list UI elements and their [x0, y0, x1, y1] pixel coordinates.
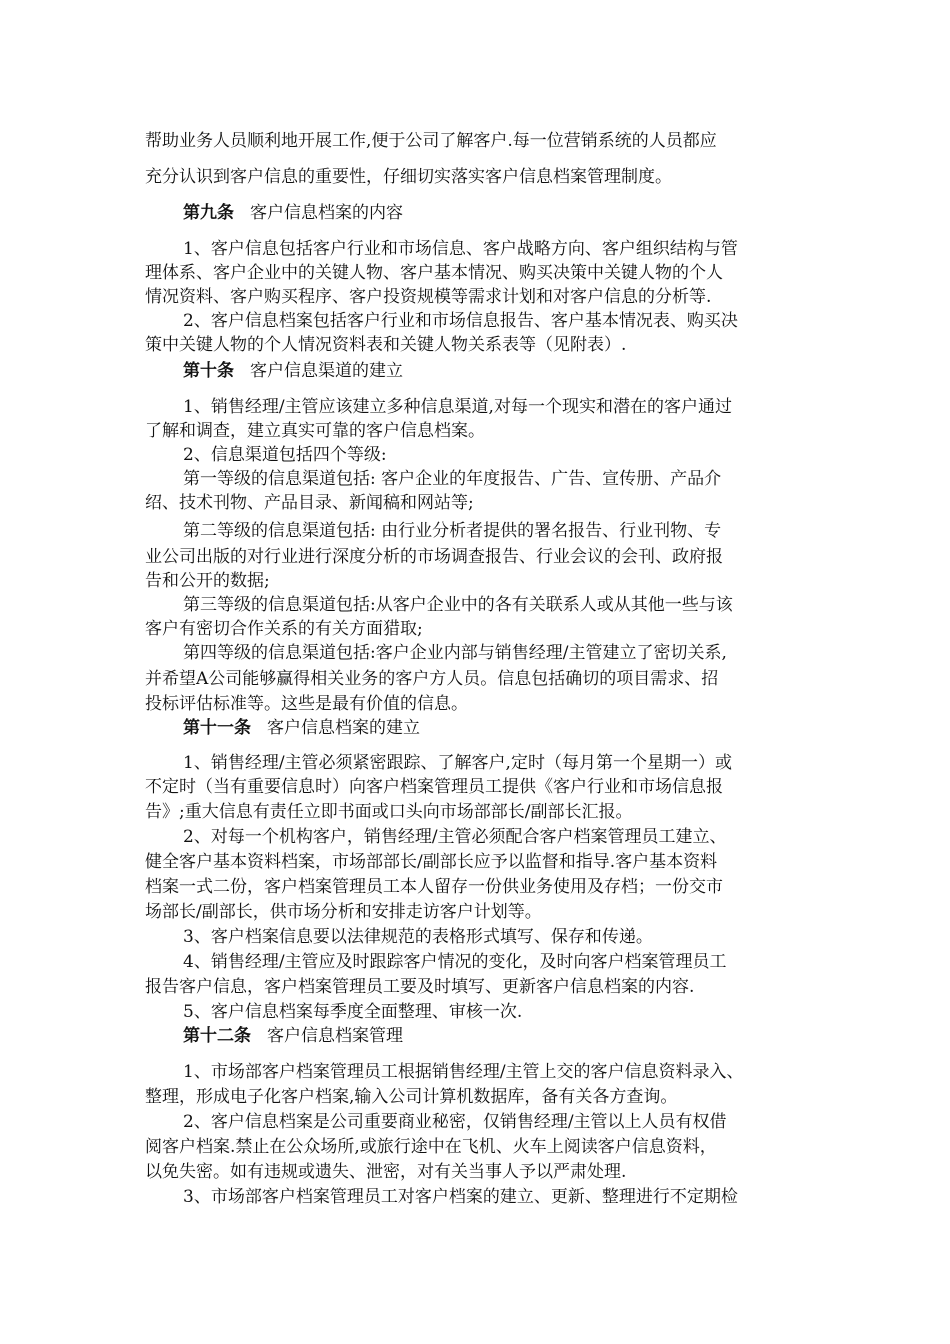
body-line: 了解和调查，建立真实可靠的客户信息档案。 [145, 421, 485, 441]
body-line: 以免失密。如有违规或遗失、泄密，对有关当事人予以严肃处理. [145, 1162, 627, 1182]
body-line: 不定时（当有重要信息时）向客户档案管理员工提供《客户行业和市场信息报 [145, 777, 723, 797]
body-line: 充分认识到客户信息的重要性，仔细切实落实客户信息档案管理制度。 [145, 167, 672, 187]
body-line: 整理，形成电子化客户档案,输入公司计算机数据库，备有关各方查询。 [145, 1087, 678, 1107]
article-heading [183, 356, 847, 381]
body-line: 策中关键人物的个人情况资料表和关键人物关系表等（见附表）. [145, 335, 627, 355]
body-line: 1、市场部客户档案管理员工根据销售经理/主管上交的客户信息资料录入、 [183, 1062, 744, 1082]
body-line: 5、客户信息档案每季度全面整理、审核一次. [183, 1002, 523, 1022]
body-line: 3、客户档案信息要以法律规范的表格形式填写、保存和传递。 [183, 927, 653, 947]
body-line: 1、销售经理/主管必须紧密跟踪、了解客户,定时（每月第一个星期一）或 [183, 753, 732, 773]
body-line: 客户有密切合作关系的有关方面猎取; [145, 619, 423, 639]
body-line: 报告客户信息，客户档案管理员工要及时填写、更新客户信息档案的内容. [145, 977, 695, 997]
body-line: 帮助业务人员顺利地开展工作,便于公司了解客户.每一位营销系统的人员都应 [145, 131, 717, 151]
body-line: 2、对每一个机构客户，销售经理/主管必须配合客户档案管理员工建立、 [183, 827, 727, 847]
article-number: 第九条 [183, 203, 234, 223]
body-line: 档案一式二份，客户档案管理员工本人留存一份供业务使用及存档；一份交市 [145, 877, 723, 897]
article-heading [183, 1021, 847, 1046]
body-line: 2、客户信息档案包括客户行业和市场信息报告、客户基本情况表、购买决 [183, 311, 738, 331]
body-line: 并希望A公司能够赢得相关业务的客户方人员。信息包括确切的项目需求、招 [145, 669, 719, 689]
article-number: 第十二条 [183, 1026, 251, 1046]
body-line: 4、销售经理/主管应及时跟踪客户情况的变化，及时向客户档案管理员工 [183, 952, 727, 972]
body-line: 投标评估标准等。这些是最有价值的信息。 [145, 694, 468, 714]
body-line: 第一等级的信息渠道包括: 客户企业的年度报告、广告、宣传册、产品介 [183, 469, 722, 489]
body-line: 业公司出版的对行业进行深度分析的市场调查报告、行业会议的会刊、政府报 [145, 547, 723, 567]
body-line: 场部长/副部长，供市场分析和安排走访客户计划等。 [145, 902, 542, 922]
body-line: 情况资料、客户购买程序、客户投资规模等需求计划和对客户信息的分析等. [145, 287, 712, 307]
body-line: 1、客户信息包括客户行业和市场信息、客户战略方向、客户组织结构与管 [183, 239, 738, 259]
body-line: 第三等级的信息渠道包括:从客户企业中的各有关联系人或从其他一些与该 [183, 595, 733, 615]
body-line: 阅客户档案.禁止在公众场所,或旅行途中在飞机、火车上阅读客户信息资料， [145, 1137, 717, 1157]
article-heading [183, 198, 847, 223]
body-line: 告》;重大信息有责任立即书面或口头向市场部部长/副部长汇报。 [145, 802, 633, 822]
body-line: 告和公开的数据; [145, 571, 270, 591]
body-line: 3、市场部客户档案管理员工对客户档案的建立、更新、整理进行不定期检 [183, 1187, 738, 1207]
article-title: 客户信息档案的建立 [267, 718, 420, 738]
body-line: 2、信息渠道包括四个等级: [183, 445, 387, 465]
body-line: 2、客户信息档案是公司重要商业秘密，仅销售经理/主管以上人员有权借 [183, 1112, 727, 1132]
article-number: 第十条 [183, 361, 234, 381]
article-title: 客户信息渠道的建立 [250, 361, 403, 381]
body-line: 绍、技术刊物、产品目录、新闻稿和网站等; [145, 493, 474, 513]
article-title: 客户信息档案的内容 [250, 203, 403, 223]
body-line: 第四等级的信息渠道包括:客户企业内部与销售经理/主管建立了密切关系, [183, 643, 727, 663]
article-title: 客户信息档案管理 [267, 1026, 403, 1046]
article-number: 第十一条 [183, 718, 251, 738]
body-line: 理体系、客户企业中的关键人物、客户基本情况、购买决策中关键人物的个人 [145, 263, 723, 283]
body-line: 第二等级的信息渠道包括: 由行业分析者提供的署名报告、行业刊物、专 [183, 521, 722, 541]
body-line: 1、销售经理/主管应该建立多种信息渠道,对每一个现实和潜在的客户通过 [183, 397, 732, 417]
article-heading [183, 713, 847, 738]
body-line: 健全客户基本资料档案，市场部部长/副部长应予以监督和指导.客户基本资料 [145, 852, 718, 872]
